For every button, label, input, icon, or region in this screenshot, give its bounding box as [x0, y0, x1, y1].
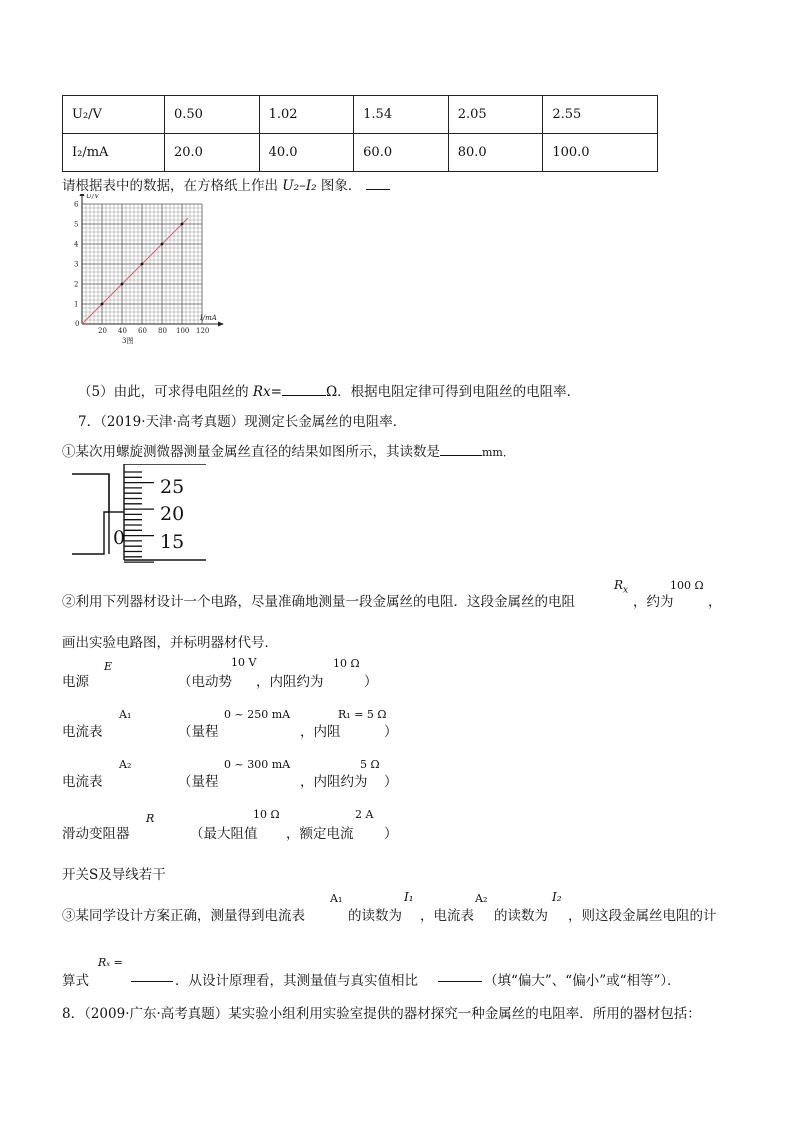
- q7-part3-text-e: ，则这段金属丝电阻的计: [568, 908, 717, 924]
- q7-part3-i2: I₂: [552, 890, 562, 904]
- q7-part2-line: [62, 590, 575, 610]
- data-point: [121, 283, 124, 286]
- table-head-cell: I₂/mA: [63, 134, 165, 172]
- origin-label: 0: [75, 320, 80, 328]
- micrometer-label-25: 25: [160, 476, 185, 498]
- instruction-text-end: 图象．: [316, 178, 362, 194]
- q7-part3-text-a: ③某同学设计方案正确，测量得到电流表: [62, 908, 305, 924]
- y-tick-label: 2: [74, 280, 79, 289]
- equipment-desc-b: ，内阻约为: [300, 774, 368, 790]
- q5-text-a: （5）由此，可求得电阻丝的: [78, 384, 253, 400]
- x-tick-label: 20: [98, 327, 107, 335]
- q5-text-c: Ω．根据电阻定律可得到电阻丝的电阻率．: [325, 384, 581, 400]
- table-row: [63, 96, 658, 134]
- q7-part3-text-b: 的读数为: [348, 908, 402, 924]
- y-tick-label: 4: [74, 240, 79, 249]
- q7-part3-text-g: ．从设计原理看，其测量值与真实值相比: [175, 973, 418, 989]
- q7-part3-text-f: 算式: [62, 973, 89, 989]
- equipment-value-1: 0 ~ 250 mA: [224, 708, 291, 721]
- equipment-desc-c: ）: [384, 724, 398, 740]
- table-cell: 2.05: [448, 96, 543, 134]
- data-point: [181, 223, 184, 226]
- q7-part3-a1: A₁: [330, 892, 343, 905]
- table-row: [63, 134, 658, 172]
- equipment-desc-c: ）: [384, 826, 398, 842]
- q7-part2-comma: ，: [708, 594, 722, 610]
- x-tick-label: 100: [176, 327, 190, 335]
- q7-part2-text: ②利用下列器材设计一个电路，尽量准确地测量一段金属丝的电阻．这段金属丝的电阻: [62, 594, 575, 610]
- graph-caption: 3图: [122, 337, 134, 345]
- q7-part1-text: ①某次用螺旋测微器测量金属丝直径的结果如图所示，其读数是: [62, 444, 440, 460]
- table-cell: 60.0: [354, 134, 449, 172]
- equipment-desc-a: （量程: [178, 774, 219, 790]
- equipment-desc-c: ）: [364, 674, 378, 690]
- table-cell: 1.02: [259, 96, 354, 134]
- instruction-line: [62, 174, 390, 194]
- equipment-value-2: 2 A: [355, 808, 374, 821]
- table-cell: 20.0: [165, 134, 260, 172]
- table-cell: 40.0: [259, 134, 354, 172]
- u-i-graph: [62, 194, 232, 354]
- q7-part3-line: [62, 904, 341, 924]
- q5-text-b: =: [270, 384, 282, 400]
- switch-symbol: S: [89, 867, 99, 883]
- q7-part1-line: [62, 440, 514, 460]
- y-tick-label: 5: [74, 220, 79, 229]
- equipment-desc-a: （量程: [178, 724, 219, 740]
- y-tick-label: 3: [74, 260, 79, 269]
- q7-part1-unit: mm．: [482, 446, 514, 459]
- equipment-name: 电流表: [62, 774, 103, 790]
- equipment-symbol: A₁: [119, 708, 132, 721]
- instruction-var: U₂–I₂: [282, 178, 317, 194]
- micrometer-drawing: [72, 464, 206, 562]
- y-axis-arrow: [80, 194, 85, 196]
- table-cell: 2.55: [543, 96, 658, 134]
- q7-part2-value: 100 Ω: [670, 579, 704, 592]
- y-tick-labels: [74, 201, 79, 309]
- data-point: [141, 263, 144, 266]
- micrometer-sleeve: [72, 474, 109, 554]
- equipment-symbol: R: [146, 812, 155, 825]
- x-tick-label: 120: [196, 327, 210, 335]
- switch-line: [62, 863, 166, 883]
- equipment-desc-a: （最大阻值: [190, 826, 258, 842]
- q7-part3-a2: A₂: [475, 892, 488, 905]
- equipment-name: 滑动变阻器: [62, 826, 130, 842]
- equipment-value-2: 5 Ω: [360, 758, 380, 771]
- q7-part3-text-d: 的读数为: [494, 908, 548, 924]
- q5-answer-blank[interactable]: [282, 383, 326, 396]
- x-tick-label: 40: [118, 327, 127, 335]
- switch-text-b: 及导线若干: [98, 867, 166, 883]
- y-axis-label: U/V: [86, 194, 100, 200]
- x-tick-labels: [98, 327, 209, 335]
- table-cell: 0.50: [165, 96, 260, 134]
- q7-part3-rx: Rₓ =: [98, 956, 123, 969]
- q5-var: Rx: [252, 384, 271, 400]
- equipment-desc-a: （电动势: [178, 674, 232, 690]
- equipment-value-1: 10 V: [231, 656, 257, 669]
- table-cell: 100.0: [543, 134, 658, 172]
- y-tick-label: 1: [74, 300, 79, 309]
- data-point: [101, 303, 104, 306]
- q7-part2-rx: $R_x$: [614, 578, 629, 596]
- equipment-value-1: 0 ~ 300 mA: [224, 758, 291, 771]
- data-table: [62, 95, 658, 172]
- micrometer-figure: [72, 464, 212, 566]
- micrometer-zero-label: 0: [113, 527, 126, 549]
- x-tick-label: 60: [138, 327, 147, 335]
- equipment-desc-c: ）: [384, 774, 398, 790]
- instruction-text: 请根据表中的数据，在方格纸上作出: [62, 178, 283, 194]
- y-tick-label: 6: [74, 200, 79, 209]
- q7-part2-about: ，约为: [633, 594, 674, 610]
- q7-part3-i1: I₁: [404, 890, 414, 904]
- question-8-line: 8．（2009·广东·高考真题）某实验小组利用实验室提供的器材探究一种金属丝的电阻率．所用的器材包括：: [62, 1006, 701, 1022]
- table-head-cell: U₂/V: [63, 96, 165, 134]
- q7-part2-line2: 画出实验电路图，并标明器材代号．: [62, 635, 278, 651]
- equipment-value-2: 10 Ω: [333, 657, 360, 670]
- q7-part3-blank-2[interactable]: [438, 969, 482, 982]
- micrometer-label-15: 15: [160, 531, 185, 553]
- question-5-line: [78, 380, 580, 400]
- equipment-value-1: 10 Ω: [253, 808, 280, 821]
- switch-text-a: 开关: [62, 867, 89, 883]
- answer-blank[interactable]: [366, 177, 390, 190]
- table-cell: 1.54: [354, 96, 449, 134]
- q7-part1-blank[interactable]: [440, 443, 482, 456]
- equipment-value-2: R₁ = 5 Ω: [338, 708, 387, 721]
- q7-part3-blank-1[interactable]: [131, 969, 173, 982]
- equipment-symbol: A₂: [119, 758, 132, 771]
- q7-part3-text-c: ，电流表: [420, 908, 474, 924]
- data-point: [161, 243, 164, 246]
- x-axis-arrow: [218, 322, 224, 327]
- micrometer-label-20: 20: [160, 503, 185, 525]
- x-tick-label: 80: [158, 327, 167, 335]
- equipment-name: 电流表: [62, 724, 103, 740]
- equipment-desc-b: ，额定电流: [286, 826, 354, 842]
- q7-part3-text-h: （填“偏大”、“偏小”或“相等”）．: [484, 973, 681, 989]
- x-axis-label: I/mA: [200, 314, 217, 322]
- table-cell: 80.0: [448, 134, 543, 172]
- equipment-symbol: E: [104, 660, 113, 673]
- equipment-name: 电源: [62, 674, 89, 690]
- question-7-title: 7．（2019·天津·高考真题）现测定长金属丝的电阻率．: [78, 414, 407, 430]
- equipment-desc-b: ，内阻约为: [256, 674, 324, 690]
- equipment-desc-b: ，内阻: [300, 724, 341, 740]
